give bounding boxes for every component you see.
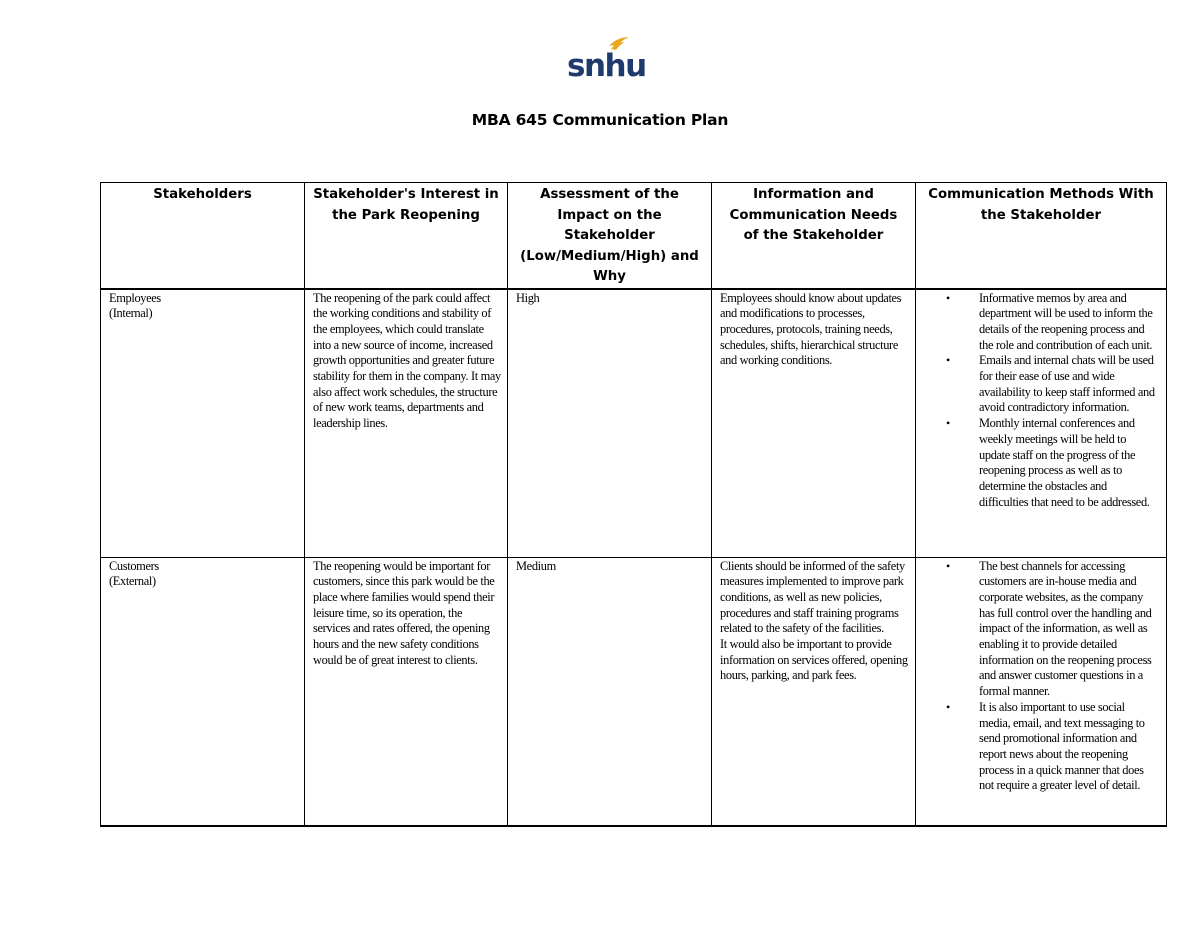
header-information-needs: Information and Communication Needs of the Stakeholder: [712, 183, 916, 289]
info-needs-text: Employees should know about updates and modifications to processes, procedures, protocols, training needs, schedules, shifts, hierarchical structure and working conditions.: [720, 290, 902, 368]
impact-cell: [508, 289, 712, 558]
bullet-icon: •: [946, 699, 950, 714]
methods-cell: [916, 289, 1167, 558]
header-impact-assessment: Assessment of the Impact on the Stakeholder (Low/Medium/High) and Why: [508, 183, 712, 289]
document-title: MBA 645 Communication Plan: [471, 111, 729, 129]
header-interest: Stakeholder's Interest in the Park Reopening: [305, 183, 508, 289]
info-needs-cell: [712, 289, 916, 558]
info-needs-cell: [712, 557, 916, 826]
interest-text: The reopening of the park could affect the working conditions and stability of the employees, which could translate into a new source of income, increased growth opportunities and greater future stability for them in the company. It may also affect work schedules, the structure of new work teams, departments and leadership lines.: [313, 290, 501, 431]
list-item: • The best channels for accessing customers are in-house media and corporate websites, as the company has full control over the handling and impact of the information, as well as enabling it to provide detailed information on the reopening process and answer customer questions in a formal manner.: [946, 558, 1152, 699]
table-row: [101, 289, 1167, 558]
interest-cell: [305, 289, 508, 558]
methods-list: [924, 559, 1160, 795]
stakeholder-cell: [101, 289, 305, 558]
methods-cell: [916, 557, 1167, 826]
list-item: • It is also important to use social media, email, and text messaging to send promotional information and report news about the reopening process in a quick manner that does not require a greater level of detail.: [946, 699, 1145, 793]
communication-plan-table: [100, 182, 1167, 827]
header-communication-methods: Communication Methods With the Stakeholder: [916, 183, 1167, 289]
stakeholder-name: Employees: [109, 290, 161, 305]
header-stakeholders: Stakeholders: [101, 183, 305, 289]
list-item: • Monthly internal conferences and weekly meetings will be held to update staff on the progress of the reopening process as well as to determine the obstacles and difficulties that need to be addressed.: [946, 416, 1150, 509]
impact-cell: [508, 557, 712, 826]
bullet-icon: •: [946, 558, 950, 573]
stakeholder-name: Customers: [109, 558, 159, 573]
bullet-icon: •: [946, 290, 950, 305]
methods-list: [924, 291, 1160, 511]
stakeholder-type: (External): [109, 574, 156, 589]
bullet-icon: •: [946, 353, 950, 368]
interest-text: The reopening would be important for customers, since this park would be the place where families would spend their leisure time, so its operation, the services and rates offered, the opening hours and the new safety conditions would be of great interest to clients.: [313, 558, 495, 667]
impact-level: Medium: [516, 558, 556, 573]
impact-level: High: [516, 290, 540, 305]
snhu-logo: [566, 36, 646, 84]
list-item: • Emails and internal chats will be used for their ease of use and wide availability to keep staff informed and avoid contradictory information.: [946, 353, 1155, 415]
interest-cell: [305, 557, 508, 826]
table-row: [101, 557, 1167, 826]
info-needs-text-2: It would also be important to provide information on services offered, opening hours, parking, and park fees.: [720, 637, 908, 683]
info-needs-text: Clients should be informed of the safety measures implemented to improve park conditions, as well as new policies, procedures and staff training programs related to the safety of the facilities.: [720, 558, 905, 636]
bullet-icon: •: [946, 416, 950, 431]
list-item: • Informative memos by area and department will be used to inform the details of the reopening process and the role and contribution of each unit.: [946, 290, 1153, 352]
svg-text:snhu: snhu: [567, 48, 646, 84]
stakeholder-type: (Internal): [109, 306, 153, 321]
table-header-row: [101, 183, 1167, 289]
stakeholder-cell: [101, 557, 305, 826]
